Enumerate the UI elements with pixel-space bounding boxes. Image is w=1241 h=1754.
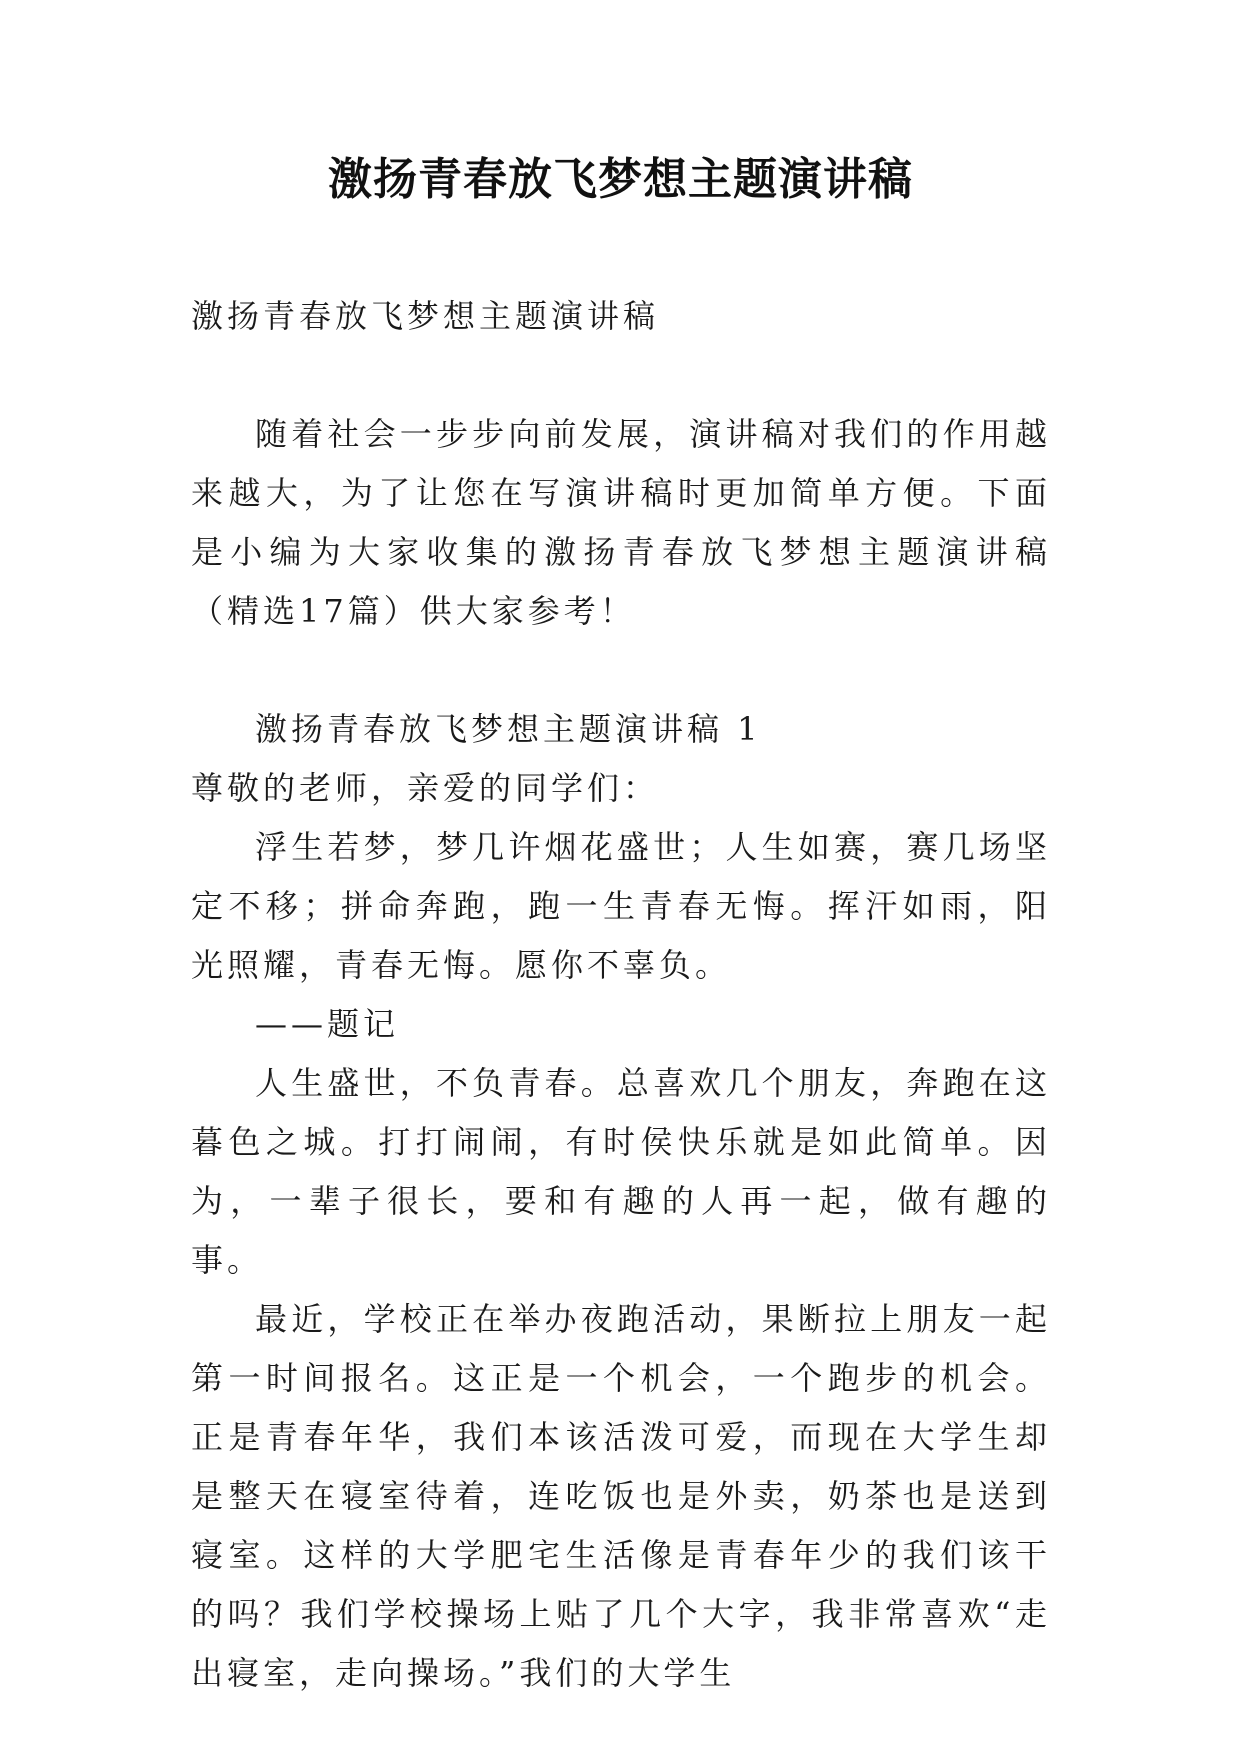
epigraph-note: ——题记 bbox=[255, 1005, 400, 1043]
document-subtitle: 激扬青春放飞梦想主题演讲稿 bbox=[191, 297, 660, 335]
intro-paragraph: 随着社会一步步向前发展，演讲稿对我们的作用越来越大，为了让您在写演讲稿时更加简单方便。下面是小编为大家收集的激扬青春放飞梦想主题演讲稿（精选17篇）供大家参考！ bbox=[191, 415, 1051, 630]
document-title: 激扬青春放飞梦想主题演讲稿 bbox=[328, 154, 913, 205]
salutation: 尊敬的老师，亲爱的同学们： bbox=[191, 769, 660, 807]
body-paragraph: 浮生若梦，梦几许烟花盛世；人生如赛，赛几场坚定不移；拼命奔跑，跑一生青春无悔。挥汗如雨，阳光照耀，青春无悔。愿你不辜负。 bbox=[191, 828, 1051, 984]
body-paragraph: 最近，学校正在举办夜跑活动，果断拉上朋友一起第一时间报名。这正是一个机会，一个跑步的机会。正是青春年华，我们本该活泼可爱，而现在大学生却是整天在寝室待着，连吃饭也是外卖，奶茶也是送到寝室。这样的大学肥宅生活像是青春年少的我们该干的吗？我们学校操场上贴了几个大字，我非常喜欢“走出寝室，走向操场。”我们的大学生 bbox=[191, 1300, 1051, 1692]
body-paragraph: 人生盛世，不负青春。总喜欢几个朋友，奔跑在这暮色之城。打打闹闹，有时侯快乐就是如此简单。因为，一辈子很长，要和有趣的人再一起，做有趣的事。 bbox=[191, 1064, 1051, 1279]
document-body bbox=[191, 287, 1051, 1703]
section-heading: 激扬青春放飞梦想主题演讲稿 1 bbox=[255, 710, 762, 748]
